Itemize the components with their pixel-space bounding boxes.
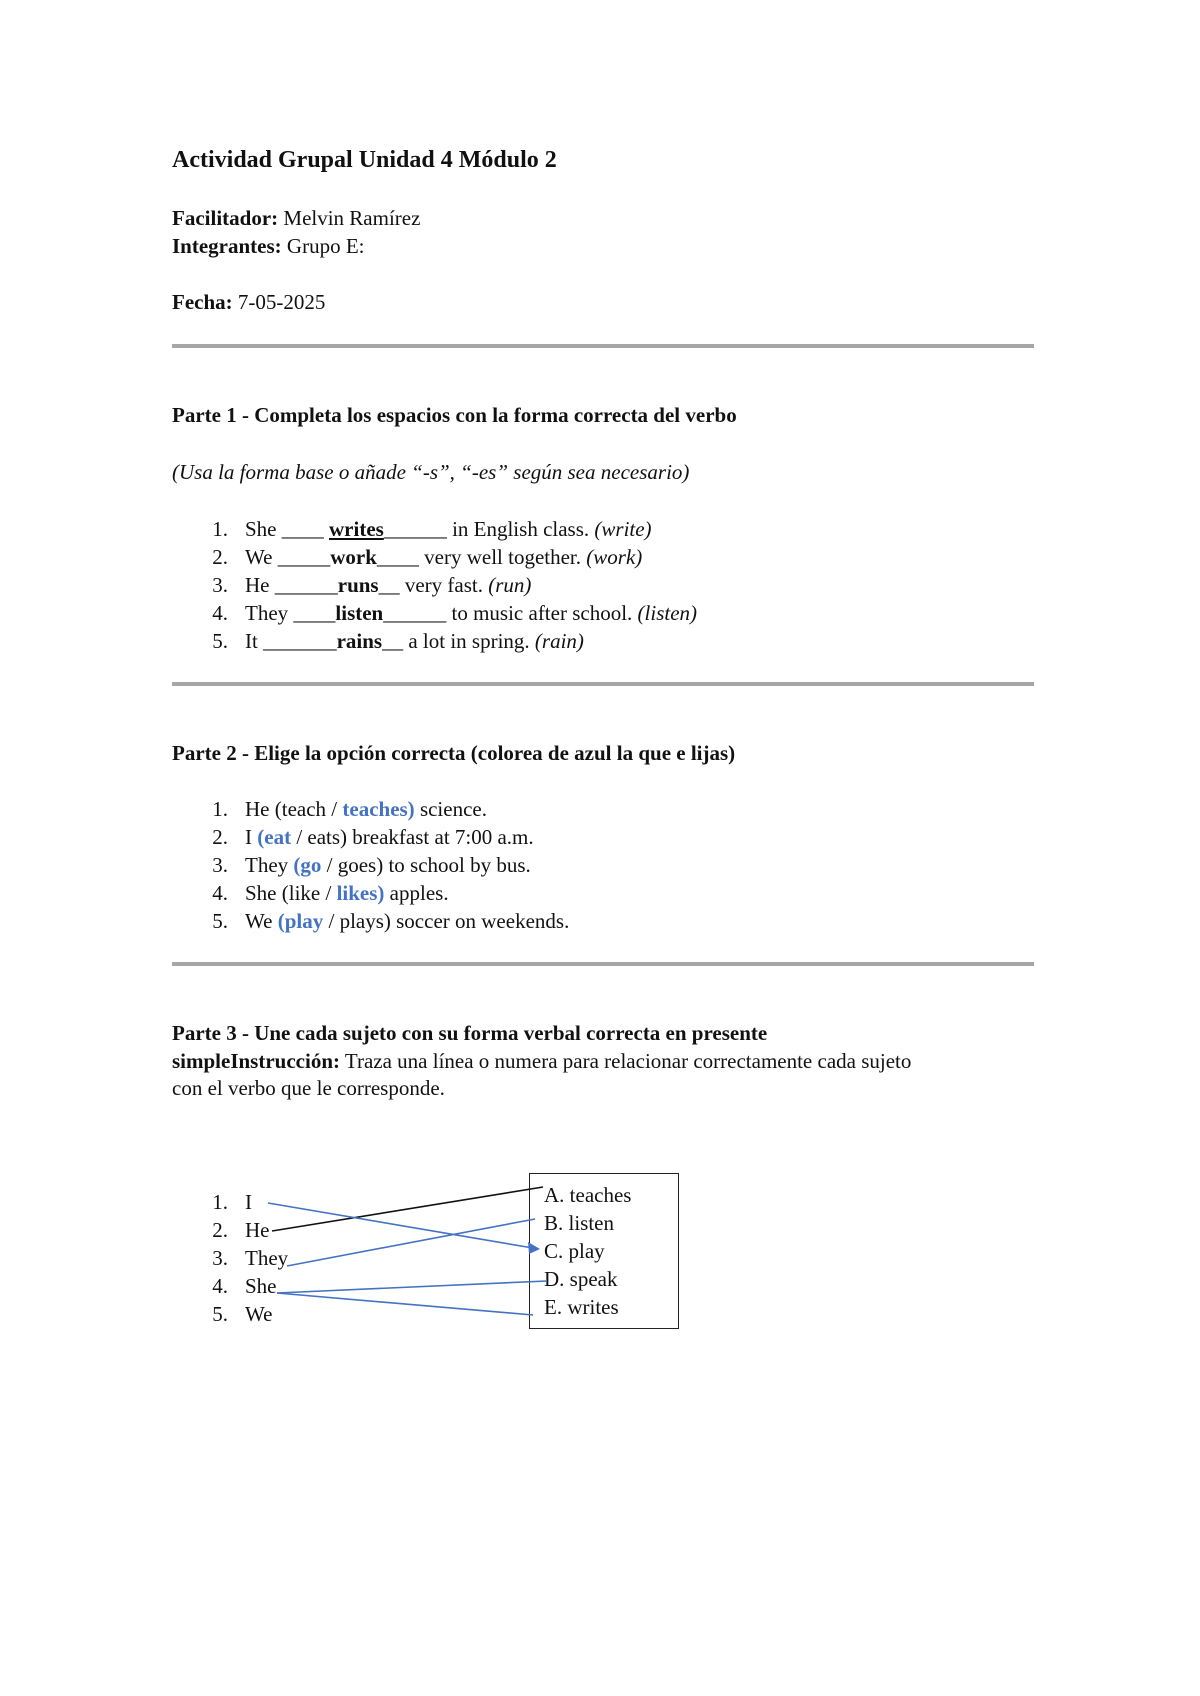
option-text: They <box>245 853 294 877</box>
blank-prefix: They ____ <box>245 601 336 625</box>
sentence-rest: a lot in spring. <box>403 629 535 653</box>
blank-suffix: __ <box>382 629 404 653</box>
parte1-item-number: 2. <box>212 545 228 569</box>
verb-answer: rains <box>336 629 383 653</box>
parte2-item-number: 3. <box>212 853 228 877</box>
integrantes-value: Grupo E: <box>286 234 365 258</box>
option-text: apples. <box>384 881 449 905</box>
verb-answer: runs <box>337 573 379 597</box>
subject-text: We <box>245 1302 273 1326</box>
parte3-heading-line3: con el verbo que le corresponde. <box>172 1076 445 1100</box>
subject-number: 3. <box>212 1246 228 1270</box>
parte1-item-number: 5. <box>212 629 228 653</box>
option-text: I <box>245 825 258 849</box>
subject-number: 2. <box>212 1218 228 1242</box>
verb-answer: work <box>330 545 377 569</box>
selected-option: teaches) <box>342 797 415 821</box>
verb-option: C. play <box>544 1239 605 1263</box>
verb-option: A. teaches <box>544 1183 632 1207</box>
blank-suffix: ______ <box>383 517 447 541</box>
option-text: He (teach / <box>245 797 343 821</box>
verb-option: D. speak <box>544 1267 618 1291</box>
selected-option: likes) <box>336 881 385 905</box>
option-text: / eats) breakfast at 7:00 a.m. <box>291 825 534 849</box>
parte3-instruccion-label: simpleInstrucción: <box>172 1049 340 1073</box>
blank-prefix: It _______ <box>245 629 337 653</box>
blank-prefix: He ______ <box>245 573 338 597</box>
subject-number: 5. <box>212 1302 228 1326</box>
verb-option: E. writes <box>544 1295 619 1319</box>
verb-hint: (run) <box>488 573 532 597</box>
blank-prefix: She ____ <box>245 517 329 541</box>
fecha-value: 7-05-2025 <box>237 290 326 314</box>
verb-hint: (rain) <box>534 629 584 653</box>
verb-answer: listen <box>335 601 384 625</box>
parte2-item-number: 4. <box>212 881 228 905</box>
verb-option: B. listen <box>544 1211 615 1235</box>
parte2-item-number: 5. <box>212 909 228 933</box>
verb-hint: (work) <box>586 545 643 569</box>
document-title: Actividad Grupal Unidad 4 Módulo 2 <box>172 147 557 173</box>
blank-prefix: We _____ <box>245 545 331 569</box>
verb-hint: (listen) <box>637 601 698 625</box>
match-line-she-writes <box>277 1293 533 1315</box>
subject-text: She <box>245 1274 277 1298</box>
option-text: / goes) to school by bus. <box>321 853 531 877</box>
blank-suffix: ____ <box>376 545 419 569</box>
fecha-label: Fecha: <box>172 290 233 314</box>
parte2-heading: Parte 2 - Elige la opción correcta (colorea de azul la que e lijas) <box>172 741 736 765</box>
parte3-heading-line1: Parte 3 - Une cada sujeto con su forma verbal correcta en presente <box>172 1021 768 1045</box>
verb-hint: (write) <box>594 517 652 541</box>
option-text: She (like / <box>245 881 337 905</box>
parte1-item-number: 3. <box>212 573 228 597</box>
arrowhead-icon <box>528 1242 540 1254</box>
parte2-item-number: 1. <box>212 797 228 821</box>
parte3-instruccion-text: Traza una línea o numera para relacionar correctamente cada sujeto <box>340 1049 912 1073</box>
sentence-rest: very fast. <box>399 573 489 597</box>
blank-suffix: ______ <box>383 601 447 625</box>
option-text: / plays) soccer on weekends. <box>323 909 570 933</box>
integrantes-label: Integrantes: <box>172 234 282 258</box>
option-text: science. <box>414 797 487 821</box>
sentence-rest: very well together. <box>418 545 587 569</box>
facilitador-value: Melvin Ramírez <box>283 206 421 230</box>
parte1-item-number: 4. <box>212 601 228 625</box>
blank-suffix: __ <box>378 573 400 597</box>
subject-text: They <box>245 1246 289 1270</box>
sentence-rest: to music after school. <box>446 601 638 625</box>
subject-number: 4. <box>212 1274 228 1298</box>
subject-text: He <box>245 1218 270 1242</box>
match-line-she-speak <box>277 1281 547 1293</box>
selected-option: (go <box>293 853 322 877</box>
selected-option: (eat <box>257 825 292 849</box>
subject-text: I <box>245 1190 252 1214</box>
option-text: We <box>245 909 278 933</box>
selected-option: (play <box>277 909 324 933</box>
parte1-item-number: 1. <box>212 517 228 541</box>
facilitador-label: Facilitador: <box>172 206 279 230</box>
parte1-heading: Parte 1 - Completa los espacios con la forma correcta del verbo <box>172 403 737 427</box>
sentence-rest: in English class. <box>446 517 595 541</box>
parte1-instruction: (Usa la forma base o añade “-s”, “-es” según sea necesario) <box>172 460 690 484</box>
parte2-item-number: 2. <box>212 825 228 849</box>
verb-answer: writes <box>329 517 384 541</box>
subject-number: 1. <box>212 1190 228 1214</box>
